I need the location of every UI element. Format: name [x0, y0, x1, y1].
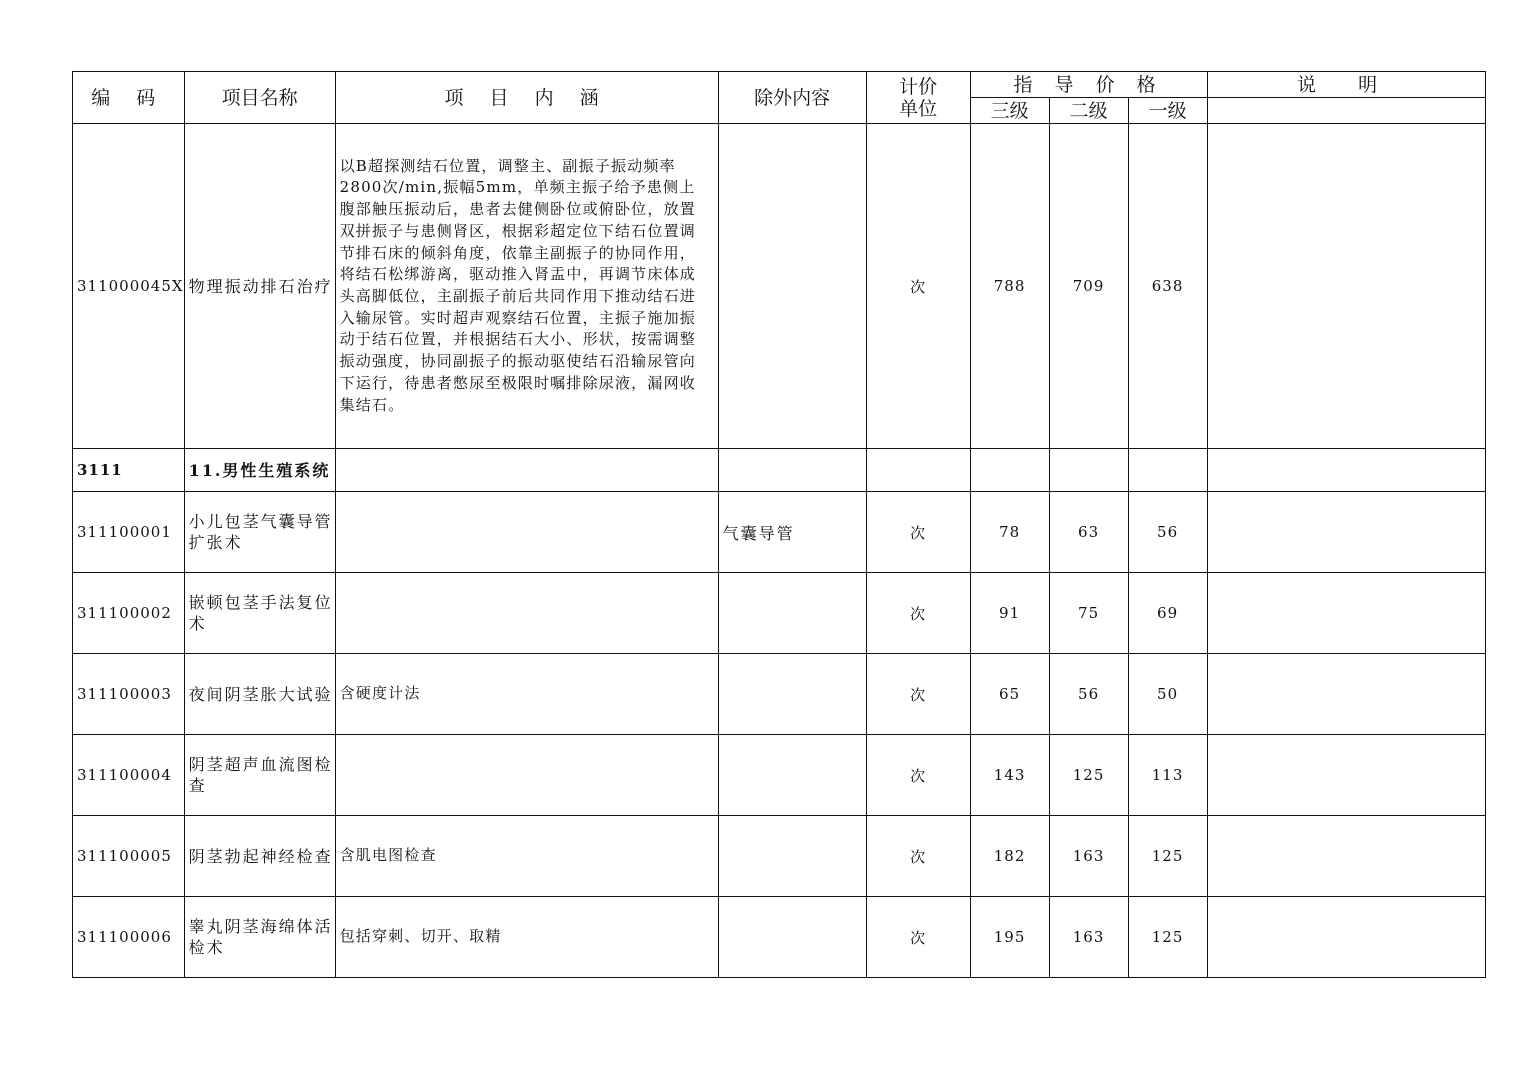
- row-content: 含肌电图检查: [335, 816, 718, 897]
- table-row: [73, 735, 1486, 816]
- header-level3: 三级: [970, 98, 1049, 124]
- row-content: [335, 573, 718, 654]
- row-name: 阴茎超声血流图检查: [184, 735, 335, 816]
- row-price-level2: 709: [1049, 124, 1128, 449]
- row-note: [1207, 816, 1485, 897]
- header-note-blank: [1207, 98, 1485, 124]
- row-excluded: [718, 449, 866, 492]
- header-level2: 二级: [1049, 98, 1128, 124]
- row-note: [1207, 897, 1485, 978]
- row-note: [1207, 124, 1485, 449]
- row-note: [1207, 654, 1485, 735]
- section-code: 3111: [73, 449, 185, 492]
- header-excluded: 除外内容: [718, 72, 866, 124]
- row-price-level2: 63: [1049, 492, 1128, 573]
- row-price-level2: 75: [1049, 573, 1128, 654]
- row-code: 311100002: [73, 573, 185, 654]
- header-code: 编 码: [73, 72, 185, 124]
- header-unit-line1: 计价: [899, 75, 938, 98]
- row-name: 嵌顿包茎手法复位术: [184, 573, 335, 654]
- row-price-level1: 50: [1128, 654, 1207, 735]
- row-unit: 次: [866, 492, 970, 573]
- table-row: [73, 654, 1486, 735]
- row-unit: 次: [866, 735, 970, 816]
- row-content: [335, 449, 718, 492]
- row-name: 阴茎勃起神经检查: [184, 816, 335, 897]
- row-price-level1: 125: [1128, 897, 1207, 978]
- row-excluded: [718, 897, 866, 978]
- row-excluded: [718, 573, 866, 654]
- row-content: 包括穿刺、切开、取精: [335, 897, 718, 978]
- row-unit: 次: [866, 816, 970, 897]
- row-price-level2: 125: [1049, 735, 1128, 816]
- header-name: 项目名称: [184, 72, 335, 124]
- row-content: 以B超探测结石位置，调整主、副振子振动频率2800次/min,振幅5mm，单频主振子给予患侧上腹部触压振动后，患者去健侧卧位或俯卧位，放置双拼振子与患侧肾区，根据彩超定位下结石位置调节排石床的倾斜角度，依靠主副振子的协同作用，将结石松绑游离，驱动推入肾盂中，再调节床体成头高脚低位，主副振子前后共同作用下推动结石进入输尿管。实时超声观察结石位置，主振子施加振动于结石位置，并根据结石大小、形状，按需调整振动强度，协同副振子的振动驱使结石沿输尿管向下运行，待患者憋尿至极限时嘱排除尿液，漏网收集结石。: [335, 124, 718, 449]
- section-name: 11.男性生殖系统: [184, 449, 335, 492]
- row-unit: 次: [866, 124, 970, 449]
- row-price-level3: 65: [970, 654, 1049, 735]
- row-unit: 次: [866, 897, 970, 978]
- row-price-level1: 113: [1128, 735, 1207, 816]
- row-code: 311100001: [73, 492, 185, 573]
- row-excluded: [718, 735, 866, 816]
- row-note: [1207, 492, 1485, 573]
- table-row: [73, 897, 1486, 978]
- row-price-level1: 638: [1128, 124, 1207, 449]
- row-excluded: 气囊导管: [718, 492, 866, 573]
- row-unit: 次: [866, 573, 970, 654]
- row-price-level1: [1128, 449, 1207, 492]
- row-note: [1207, 449, 1485, 492]
- row-price-level1: 125: [1128, 816, 1207, 897]
- header-level1: 一级: [1128, 98, 1207, 124]
- row-name: 物理振动排石治疗: [184, 124, 335, 449]
- table-row: [73, 492, 1486, 573]
- row-price-level3: 195: [970, 897, 1049, 978]
- row-price-level1: 69: [1128, 573, 1207, 654]
- row-note: [1207, 735, 1485, 816]
- table-row: [73, 124, 1486, 449]
- row-price-level3: 78: [970, 492, 1049, 573]
- row-price-level2: 163: [1049, 816, 1128, 897]
- row-code: 311000045X: [73, 124, 185, 449]
- row-name: 小儿包茎气囊导管扩张术: [184, 492, 335, 573]
- header-unit-line2: 单位: [899, 97, 938, 120]
- row-code: 311100004: [73, 735, 185, 816]
- header-price-group: 指 导 价 格: [970, 72, 1207, 98]
- header-row: [73, 72, 1486, 98]
- row-content: [335, 735, 718, 816]
- row-unit: 次: [866, 654, 970, 735]
- row-unit: [866, 449, 970, 492]
- header-note: 说 明: [1207, 72, 1485, 98]
- row-price-level2: 163: [1049, 897, 1128, 978]
- row-excluded: [718, 654, 866, 735]
- row-price-level3: 143: [970, 735, 1049, 816]
- table-row: [73, 573, 1486, 654]
- row-content: 含硬度计法: [335, 654, 718, 735]
- table-row: [73, 816, 1486, 897]
- row-price-level1: 56: [1128, 492, 1207, 573]
- row-name: 夜间阴茎胀大试验: [184, 654, 335, 735]
- row-price-level3: 182: [970, 816, 1049, 897]
- header-unit: [866, 72, 970, 124]
- price-table: [72, 71, 1486, 978]
- row-price-level3: 91: [970, 573, 1049, 654]
- row-price-level3: [970, 449, 1049, 492]
- row-code: 311100005: [73, 816, 185, 897]
- section-row: [73, 449, 1486, 492]
- row-price-level2: 56: [1049, 654, 1128, 735]
- row-price-level3: 788: [970, 124, 1049, 449]
- row-name: 睾丸阴茎海绵体活检术: [184, 897, 335, 978]
- row-content: [335, 492, 718, 573]
- row-code: 311100006: [73, 897, 185, 978]
- row-excluded: [718, 816, 866, 897]
- row-price-level2: [1049, 449, 1128, 492]
- row-note: [1207, 573, 1485, 654]
- row-code: 311100003: [73, 654, 185, 735]
- header-content: 项 目 内 涵: [335, 72, 718, 124]
- row-excluded: [718, 124, 866, 449]
